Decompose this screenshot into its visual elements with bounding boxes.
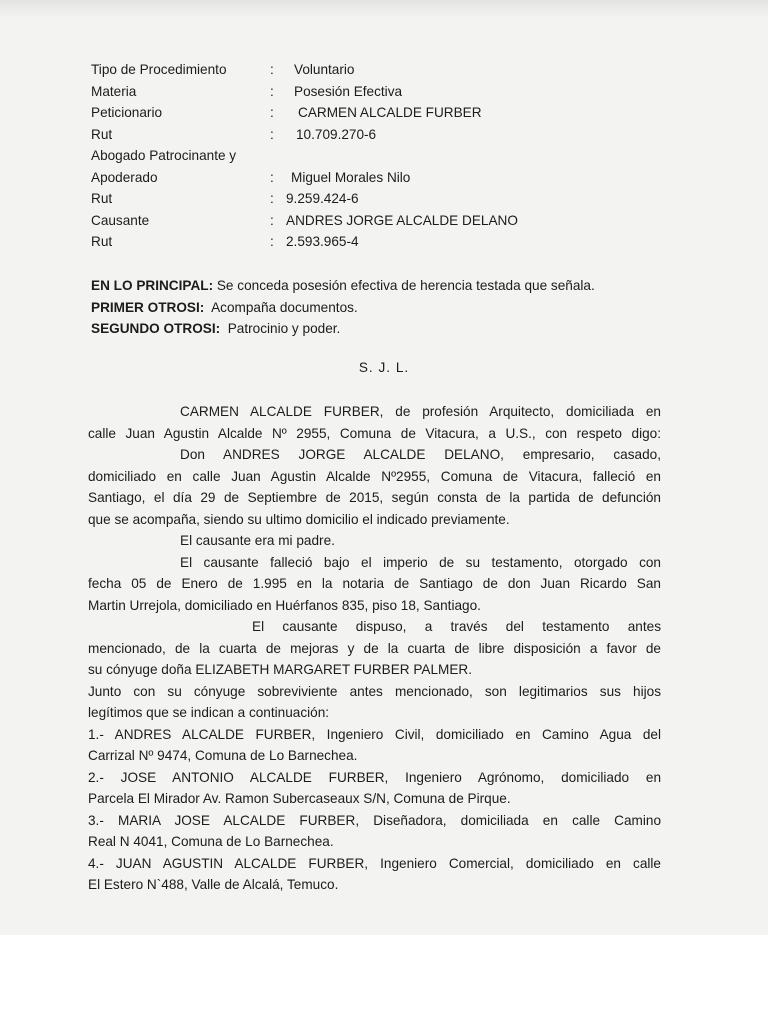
body-line: Martin Urrejola, domiciliado en Huérfanos 835, piso 18, Santiago. xyxy=(88,597,481,613)
body-line: calle Juan Agustin Alcalde Nº 2955, Comuna de Vitacura, a U.S., con respeto digo: xyxy=(88,425,661,441)
body-line: su cónyuge doña ELIZABETH MARGARET FURBER PALMER. xyxy=(88,662,473,677)
header-colon: : xyxy=(270,169,274,185)
header-row-rut-peticionario xyxy=(91,124,711,146)
scan-edge-top xyxy=(0,0,768,18)
sumilla-segundo-text: Patrocinio y poder. xyxy=(220,321,341,336)
case-header xyxy=(91,59,711,253)
header-value: 9.259.424-6 xyxy=(286,191,359,206)
header-value: Posesión Efectiva xyxy=(294,83,403,99)
header-row-rut-apoderado xyxy=(91,188,711,210)
sumilla-primer-text: Acompaña documentos. xyxy=(204,299,358,315)
body-line: El causante falleció bajo el imperio de su testamento, otorgado con xyxy=(180,554,661,570)
document-body xyxy=(88,401,661,896)
header-row-apoderado xyxy=(91,167,711,189)
body-line: Carrizal Nº 9474, Comuna de Lo Barnechea. xyxy=(88,748,358,763)
header-row-procedimiento xyxy=(91,59,711,81)
header-colon: : xyxy=(270,83,274,99)
sumilla xyxy=(91,275,711,340)
blank-area-bottom xyxy=(0,935,768,1024)
body-line: mencionado, de la cuarta de mejoras y de la cuarta de libre disposición a favor de xyxy=(88,640,661,656)
header-colon: : xyxy=(270,62,274,77)
header-label: Apoderado xyxy=(91,169,158,185)
sumilla-primer-label: PRIMER OTROSI: xyxy=(91,299,205,315)
sumilla-principal-label: EN LO PRINCIPAL: xyxy=(91,278,214,293)
header-colon: : xyxy=(270,212,274,228)
sumilla-principal-text: Se conceda posesión efectiva de herencia testada que señala. xyxy=(213,278,595,293)
sumilla-segundo-label: SEGUNDO OTROSI: xyxy=(91,321,221,336)
body-line: fecha 05 de Enero de 1.995 en la notaria de Santiago de don Juan Ricardo San xyxy=(88,576,661,591)
body-line: Santiago, el día 29 de Septiembre de 2015, según consta de la partida de defunción xyxy=(88,490,661,505)
header-value: Miguel Morales Nilo xyxy=(291,169,411,185)
header-value: 2.593.965-4 xyxy=(286,234,359,249)
body-line: 4.- JUAN AGUSTIN ALCALDE FURBER, Ingeniero Comercial, domiciliado en calle xyxy=(88,855,661,871)
body-line: 1.- ANDRES ALCALDE FURBER, Ingeniero Civil, domiciliado en Camino Agua del xyxy=(88,726,661,742)
body-line: Parcela El Mirador Av. Ramon Subercaseaux S/N, Comuna de Pirque. xyxy=(88,791,511,806)
header-label: Peticionario xyxy=(91,105,163,120)
body-line: domiciliado en calle Juan Agustin Alcalde Nº2955, Comuna de Vitacura, falleció en xyxy=(88,468,661,484)
body-line: El causante dispuso, a través del testamento antes xyxy=(252,619,661,634)
header-row-causante xyxy=(91,210,711,232)
header-label: Abogado Patrocinante y xyxy=(91,148,237,163)
body-line: El causante era mi padre. xyxy=(180,533,335,548)
sumilla-primer-otrosi xyxy=(91,297,711,319)
header-colon: : xyxy=(270,191,274,206)
sumilla-principal xyxy=(91,275,711,297)
header-label: Rut xyxy=(91,126,113,142)
header-colon: : xyxy=(270,105,274,120)
header-label: Rut xyxy=(91,191,113,206)
header-row-materia xyxy=(91,81,711,103)
body-line: Junto con su cónyuge sobreviviente antes mencionado, son legitimarios sus hijos xyxy=(88,683,661,699)
body-line: Real N 4041, Comuna de Lo Barnechea. xyxy=(88,834,334,849)
body-line: que se acompaña, siendo su ultimo domicilio el indicado previamente. xyxy=(88,511,510,527)
header-label: Tipo de Procedimiento xyxy=(91,62,227,77)
body-line: 3.- MARIA JOSE ALCALDE FURBER, Diseñadora, domiciliada en calle Camino xyxy=(88,812,661,828)
sumilla-segundo-otrosi xyxy=(91,318,711,340)
header-row-peticionario xyxy=(91,102,711,124)
header-label: Materia xyxy=(91,83,137,99)
body-line: Don ANDRES JORGE ALCALDE DELANO, empresario, casado, xyxy=(180,447,661,462)
header-value: ANDRES JORGE ALCALDE DELANO xyxy=(286,212,518,228)
body-line: CARMEN ALCALDE FURBER, de profesión Arquitecto, domiciliada en xyxy=(180,404,661,419)
header-colon: : xyxy=(270,234,274,249)
header-row-rut-causante xyxy=(91,231,711,253)
header-value: Voluntario xyxy=(294,62,355,77)
body-line: legítimos que se indican a continuación: xyxy=(88,705,330,720)
body-line: 2.- JOSE ANTONIO ALCALDE FURBER, Ingeniero Agrónomo, domiciliado en xyxy=(88,769,661,785)
header-colon: : xyxy=(270,126,274,142)
body-line: El Estero N`488, Valle de Alcalá, Temuco. xyxy=(88,877,339,892)
header-value: 10.709.270-6 xyxy=(296,126,377,142)
header-row-abogado xyxy=(91,145,711,167)
header-label: Rut xyxy=(91,234,113,249)
salutation: S. J. L. xyxy=(358,360,410,375)
header-label: Causante xyxy=(91,212,150,228)
header-value: CARMEN ALCALDE FURBER xyxy=(298,105,482,120)
